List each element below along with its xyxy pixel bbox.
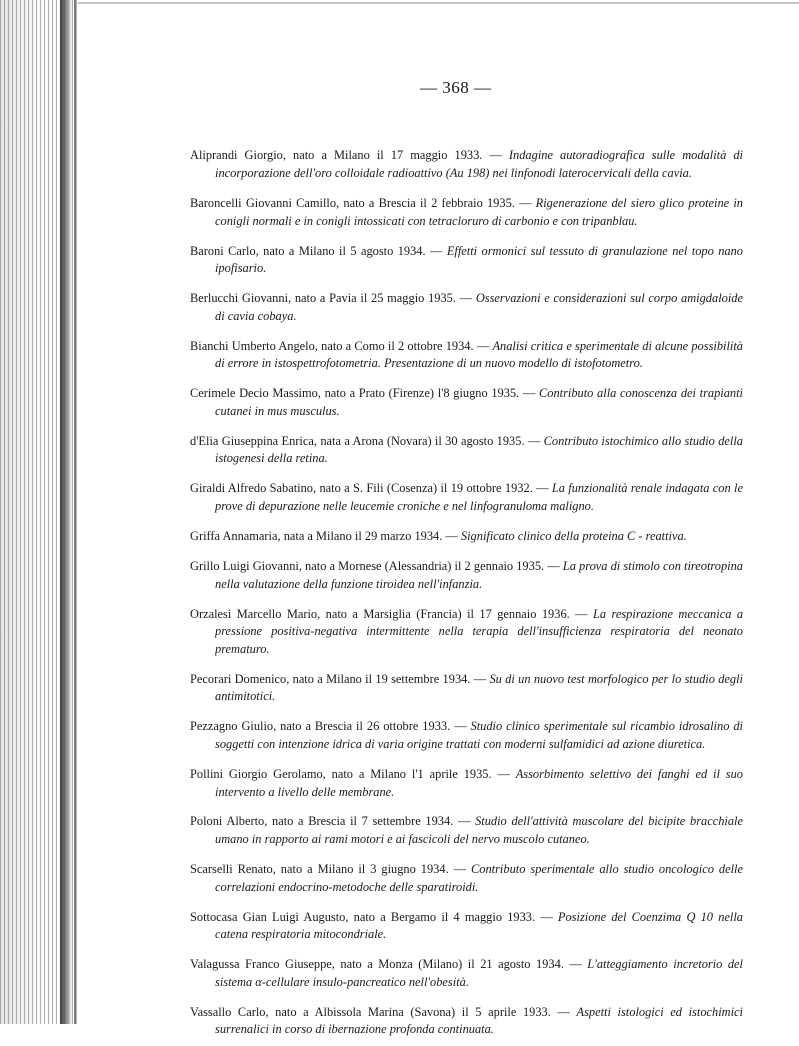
thesis-entry <box>190 671 743 706</box>
thesis-entry <box>190 385 743 420</box>
entry-author: Baroncelli Giovanni Camillo, nato a Brescia il 2 febbraio 1935. — <box>190 195 536 210</box>
entry-title: La funzionalità renale indagata con le prove di depurazione nelle leucemie croniche e nel linfogranuloma maligno. <box>215 481 743 514</box>
thesis-entry <box>190 480 743 515</box>
entry-title: Studio dell'attività muscolare del bicipite bracchiale umano in rapporto ai rami motori e ai fascicoli del nervo muscolo cutaneo. <box>215 814 743 847</box>
entry-title: Studio clinico sperimentale sul ricambio idrosalino di soggetti con intenzione idrica di varia origine trattati con moderni sulfamidici ad azione diuretica. <box>215 719 743 751</box>
thesis-entry <box>190 528 743 546</box>
thesis-entry <box>190 338 743 373</box>
thesis-entry <box>190 766 743 801</box>
thesis-entry <box>190 433 743 468</box>
binding-gutter <box>60 0 72 1024</box>
entry-author: Berlucchi Giovanni, nato a Pavia il 25 maggio 1935. — <box>190 291 476 306</box>
entry-author: Pollini Giorgio Gerolamo, nato a Milano l'1 aprile 1935. — <box>190 766 516 781</box>
entry-author: Orzalesi Marcello Mario, nato a Marsiglia (Francia) il 17 gennaio 1936. — <box>190 606 593 621</box>
thesis-entry <box>190 606 743 659</box>
thesis-entry <box>190 956 743 991</box>
entry-title: Rigenerazione del siero glico proteine in conigli normali e in conigli intossicati con tetracloruro di carbonio e con tripanblau. <box>215 195 743 228</box>
entry-title: La prova di stimolo con tireotropina nella valutazione della funzione tiroidea nell'infanzia. <box>215 559 743 591</box>
entry-title: Osservazioni e considerazioni sul corpo amigdaloide di cavia cobaya. <box>215 291 743 323</box>
entry-title: Aspetti istologici ed istochimici surrenalici in corso di ibernazione profonda continuata. <box>215 1004 743 1037</box>
thesis-list <box>190 135 743 1046</box>
entry-author: Griffa Annamaria, nata a Milano il 29 marzo 1934. — <box>190 529 461 544</box>
entry-author: Giraldi Alfredo Sabatino, nato a S. Fili (Cosenza) il 19 ottobre 1932. — <box>190 481 552 496</box>
entry-title: Analisi critica e sperimentale di alcune possibilità di errore in istospettrofotometria. Presentazione di un nuovo modello di istofotometro. <box>215 338 743 371</box>
page-number: — 368 — <box>420 78 492 97</box>
entry-author: Grillo Luigi Giovanni, nato a Mornese (Alessandria) il 2 gennaio 1935. — <box>190 559 563 573</box>
entry-author: Pezzagno Giulio, nato a Brescia il 26 ottobre 1933. — <box>190 719 471 734</box>
entry-author: Bianchi Umberto Angelo, nato a Como il 2 ottobre 1934. — <box>190 338 493 353</box>
thesis-entry <box>190 861 743 896</box>
thesis-entry <box>190 813 743 848</box>
scan-top-edge <box>78 2 799 4</box>
entry-title: Contributo istochimico allo studio della istogenesi della retina. <box>215 433 743 466</box>
entry-title: La respirazione meccanica a pressione positiva-negativa intermittente nella terapia dell'insufficienza respiratoria del neonato prematuro. <box>215 606 744 656</box>
entry-author: Baroni Carlo, nato a Milano il 5 agosto 1934. — <box>190 243 447 258</box>
thesis-entry <box>190 147 743 182</box>
entry-title: Posizione del Coenzima Q 10 nella catena respiratoria mitocondriale. <box>215 909 743 942</box>
entry-title: Indagine autoradiografica sulle modalità di incorporazione dell'oro colloidale radioattivo (Au 198) nei linfonodi laterocervicali della cavia. <box>215 148 743 180</box>
entry-title: Effetti ormonici sul tessuto di granulazione nel topo nano ipofisario. <box>215 243 743 276</box>
entry-title: Su di un nuovo test morfologico per lo studio degli antimitotici. <box>215 671 743 704</box>
entry-title: Contributo alla conoscenza dei trapianti cutanei in mus musculus. <box>215 386 744 418</box>
thesis-entry <box>190 558 743 593</box>
thesis-entry <box>190 1004 743 1039</box>
entry-title: Contributo sperimentale allo studio oncologico delle correlazioni endocrino-metodoche delle sparatiroidi. <box>215 862 743 894</box>
entry-author: Valagussa Franco Giuseppe, nato a Monza (Milano) il 21 agosto 1934. — <box>190 957 588 972</box>
entry-author: d'Elia Giuseppina Enrica, nata a Arona (Novara) il 30 agosto 1935. — <box>190 433 544 448</box>
entry-author: Vassallo Carlo, nato a Albissola Marina (Savona) il 5 aprile 1933. — <box>190 1004 577 1019</box>
thesis-entry <box>190 243 743 278</box>
entry-author: Scarselli Renato, nato a Milano il 3 giugno 1934. — <box>190 862 472 877</box>
entry-title: Assorbimento selettivo dei fanghi ed il suo intervento a livello delle membrane. <box>215 766 743 799</box>
entry-title: L'atteggiamento incretorio del sistema α-cellulare insulo-pancreatico nell'obesità. <box>215 957 744 989</box>
thesis-entry <box>190 290 743 325</box>
entry-author: Poloni Alberto, nato a Brescia il 7 settembre 1934. — <box>190 814 476 829</box>
thesis-entry <box>190 909 743 944</box>
entry-author: Aliprandi Giorgio, nato a Milano il 17 maggio 1933. — <box>190 148 509 163</box>
thesis-entry <box>190 195 743 230</box>
entry-author: Cerimele Decio Massimo, nato a Prato (Firenze) l'8 giugno 1935. — <box>190 386 539 401</box>
entry-author: Sottocasa Gian Luigi Augusto, nato a Bergamo il 4 maggio 1933. — <box>190 909 558 924</box>
binding-edge <box>74 0 76 1024</box>
entry-title: Significato clinico della proteina C - reattiva. <box>460 529 687 544</box>
entry-author: Pecorari Domenico, nato a Milano il 19 settembre 1934. — <box>190 671 490 686</box>
thesis-entry <box>190 718 743 753</box>
